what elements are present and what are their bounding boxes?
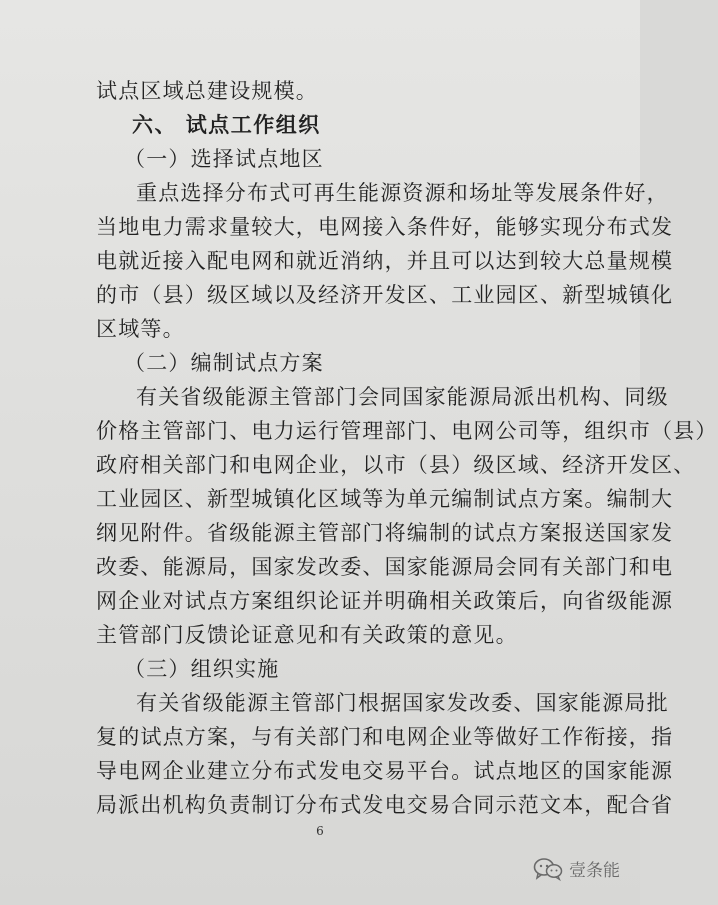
text-line: 工业园区、新型城镇化区域等为单元编制试点方案。编制大 [96,487,674,511]
watermark-label: 壹条能 [569,861,620,881]
text-line: 局派出机构负责制订分布式发电交易合同示范文本，配合省 [96,793,674,817]
subsection-heading: （三）组织实施 [124,657,280,681]
text-line: 改委、能源局，国家发改委、国家能源局会同有关部门和电 [96,555,674,579]
text-line: 有关省级能源主管部门会同国家能源局派出机构、同级 [136,385,669,409]
subsection-heading: （二）编制试点方案 [124,351,324,375]
document-body [96,74,718,822]
text-line: 价格主管部门、电力运行管理部门、电网公司等，组织市（县） [96,419,718,443]
text-line: 网企业对试点方案组织论证并明确相关政策后，向省级能源 [96,589,674,613]
watermark [533,856,620,881]
text-line: 导电网企业建立分布式发电交易平台。试点地区的国家能源 [96,759,674,783]
text-line: 重点选择分布式可再生能源资源和场址等发展条件好， [136,181,669,205]
text-line: 当地电力需求量较大，电网接入条件好，能够实现分布式发 [96,215,674,239]
subsection-heading: （一）选择试点地区 [124,147,324,171]
text-line: 纲见附件。省级能源主管部门将编制的试点方案报送国家发 [96,521,674,545]
text-line: 的市（县）级区域以及经济开发区、工业园区、新型城镇化 [96,283,674,307]
section-heading: 六、 试点工作组织 [132,113,321,137]
text-line: 试点区域总建设规模。 [96,79,318,103]
page-number: 6 [316,824,324,838]
text-line: 电就近接入配电网和就近消纳，并且可以达到较大总量规模 [96,249,674,273]
text-line: 复的试点方案，与有关部门和电网企业等做好工作衔接，指 [96,725,674,749]
text-line: 主管部门反馈论证意见和有关政策的意见。 [96,623,518,647]
text-line: 区域等。 [96,317,185,341]
text-line: 政府相关部门和电网企业，以市（县）级区域、经济开发区、 [96,453,696,477]
text-line: 有关省级能源主管部门根据国家发改委、国家能源局批 [136,691,669,715]
wechat-icon [533,857,563,881]
